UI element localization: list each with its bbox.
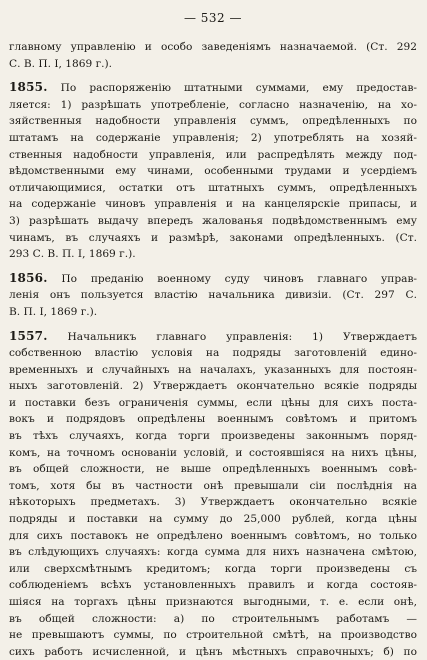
article-1557 [9, 328, 417, 660]
text-line: 293 С. В. П. I, 1869 г.). [9, 246, 417, 263]
text-line: въ общей сложности: а) по строительнымъ работамъ — [9, 611, 417, 628]
text-line: ныхъ заготовленій. 2) Утверждаетъ окончательно всякіе подряды [9, 378, 417, 395]
article-1855 [9, 79, 417, 263]
text-line: сихъ работъ исчисленной, и цѣнъ мѣстныхъ справочныхъ; б) по [9, 644, 417, 660]
text-line: 3) разрѣшать выдачу впередъ жалованья подвѣдомственнымъ ему [9, 213, 417, 230]
text-line: или сверхсмѣтнымъ кредитомъ; когда торги произведены съ [9, 561, 417, 578]
text-line: ленія онъ пользуется властію начальника дивизіи. (Ст. 297 С. [9, 287, 417, 304]
article-1856 [9, 270, 417, 321]
text-line: отличающимися, остатки отъ штатныхъ суммъ, опредѣленныхъ [9, 180, 417, 197]
page-number: — 532 — [9, 10, 417, 26]
text-line: 1855. По распоряженію штатными суммами, ему предостав- [9, 79, 417, 97]
continued-text [9, 39, 417, 72]
article-number: 1557. [9, 329, 48, 343]
text-line: зяйственныя надобности управленія суммъ, опредѣленныхъ по [9, 113, 417, 130]
text-line: главному управленію и особо заведеніямъ назначаемой. (Ст. 292 [9, 39, 417, 56]
text-line: ляется: 1) разрѣшать употребленіе, согласно назначенію, на хо- [9, 97, 417, 114]
text-line: соблюденіемъ всѣхъ установленныхъ правилъ и когда состояв- [9, 577, 417, 594]
article-number: 1856. [9, 271, 48, 285]
text-line: не превышаютъ суммы, по строительной смѣтѣ, на производство [9, 627, 417, 644]
text-line: въ общей сложности, не выше опредѣленныхъ военнымъ совѣ- [9, 461, 417, 478]
text-line: для сихъ поставокъ не опредѣлено военнымъ совѣтомъ, но только [9, 528, 417, 545]
text-line: вѣдомственными ему чинами, особенными трудами и усердіемъ [9, 163, 417, 180]
article-number: 1855. [9, 80, 48, 94]
text-line: нѣкоторыхъ предметахъ. 3) Утверждаетъ окончательно всякіе [9, 494, 417, 511]
text-line: вокъ и подрядовъ опредѣлены военнымъ совѣтомъ и притомъ [9, 411, 417, 428]
text-line: комъ, на точномъ основаніи условій, и состоявшіяся на нихъ цѣны, [9, 445, 417, 462]
text-line: и поставки безъ ограниченія суммы, если цѣны для сихъ поста- [9, 395, 417, 412]
text-line: томъ, хотя бы въ частности онѣ превышали сіи послѣднія на [9, 478, 417, 495]
text-line: 1557. Начальникъ главнаго управленія: 1) Утверждаетъ [9, 328, 417, 346]
text-line: собственною властію условія на подряды заготовленій едино- [9, 345, 417, 362]
text-line: 1856. По преданію военному суду чиновъ главнаго управ- [9, 270, 417, 288]
text-line: В. П. I, 1869 г.). [9, 304, 417, 321]
text-line: въ слѣдующихъ случаяхъ: когда сумма для нихъ назначена смѣтою, [9, 544, 417, 561]
text-line: подряды и поставки на сумму до 25,000 рублей, когда цѣны [9, 511, 417, 528]
text-line: штатамъ на содержаніе управленія; 2) употреблять на хозяй- [9, 130, 417, 147]
text-line: С. В. П. I, 1869 г.). [9, 56, 417, 73]
text-line: въ тѣхъ случаяхъ, когда торги произведены законнымъ поряд- [9, 428, 417, 445]
text-line: на содержаніе чиновъ управленія и на канцелярскіе припасы, и [9, 196, 417, 213]
text-line: ственныя надобности управленія, или распредѣлять между под- [9, 147, 417, 164]
text-line: чинамъ, въ случаяхъ и размѣрѣ, законами опредѣленныхъ. (Ст. [9, 230, 417, 247]
text-line: шіяся на торгахъ цѣны признаются выгодными, т. е. если онѣ, [9, 594, 417, 611]
text-line: временныхъ и случайныхъ на началахъ, указанныхъ для постоян- [9, 362, 417, 379]
